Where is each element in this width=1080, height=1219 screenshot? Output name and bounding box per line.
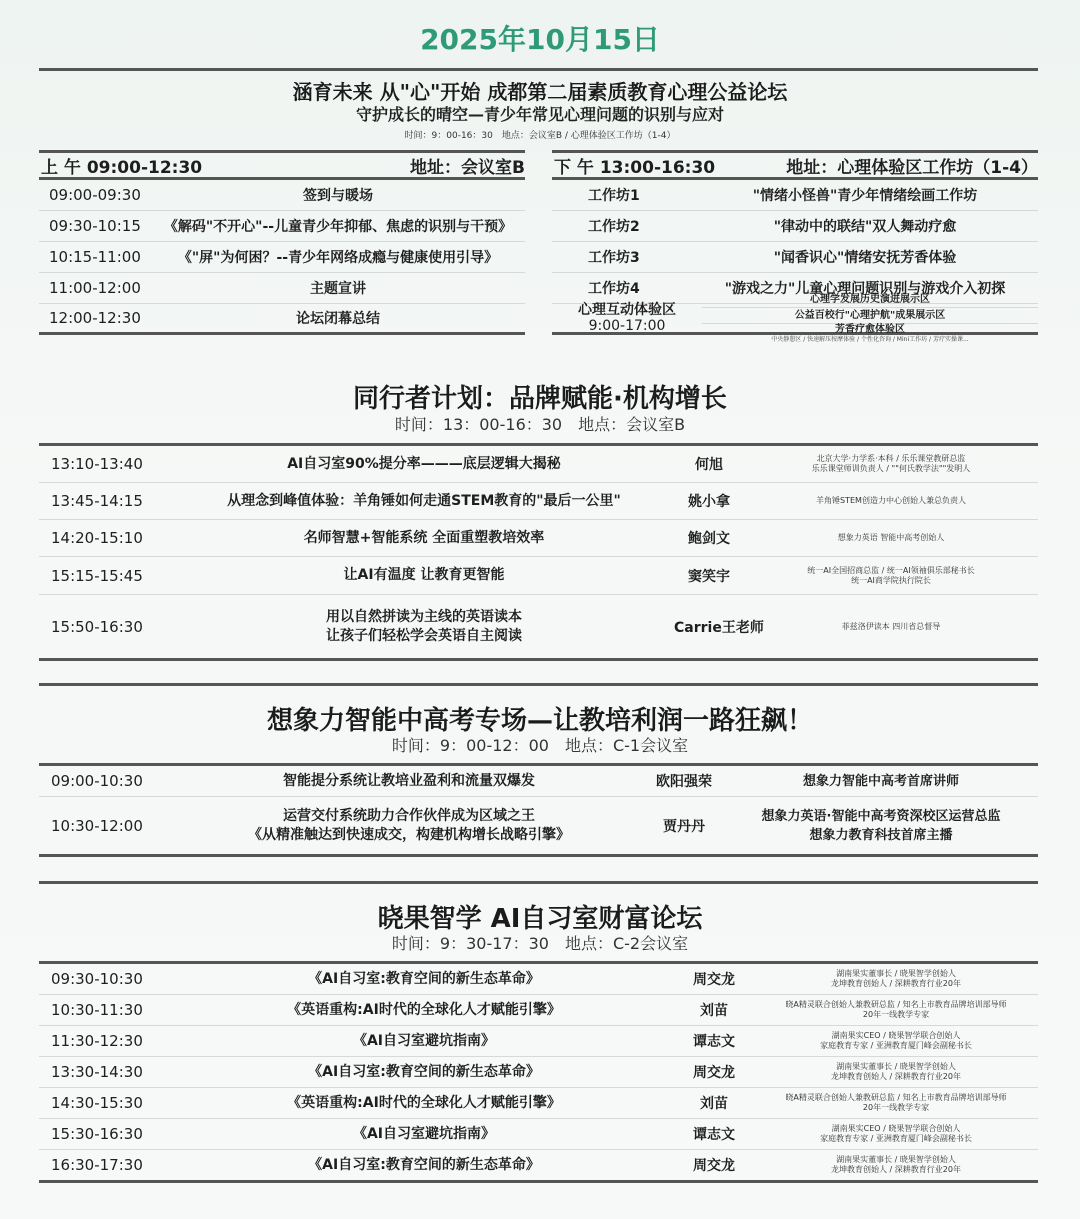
zone-label bbox=[552, 302, 702, 334]
row-time: 13:45-14:15 bbox=[51, 492, 143, 510]
row-time: 14:30-15:30 bbox=[51, 1094, 143, 1112]
row-bio: 湖南果实CEO / 晓果智学联合创始人 家庭教育专家 / 亚洲教育厦门峰会副秘书长 bbox=[820, 1031, 972, 1050]
row-time: 10:30-12:00 bbox=[51, 816, 143, 835]
row-time: 11:30-12:30 bbox=[51, 1032, 143, 1050]
table-row bbox=[39, 273, 525, 304]
section1-subtitle: 守护成长的晴空—青少年常见心理问题的识别与应对 bbox=[355, 105, 724, 124]
section4-title: 晓果智学 AI自习室财富论坛 bbox=[377, 904, 703, 934]
table-row bbox=[39, 1150, 1038, 1183]
row-bio: 菲兹洛伊读本 四川省总督导 bbox=[841, 621, 941, 631]
row-time: 13:30-14:30 bbox=[51, 1063, 143, 1081]
row-bio: 统一AI全国招商总监 / 统一AI领袖俱乐部秘书长 统一AI商学院执行院长 bbox=[807, 565, 975, 585]
section2-info: 时间：13：00-16：30 地点：会议室B bbox=[394, 415, 686, 434]
section3-info: 时间：9：00-12：00 地点：C-1会议室 bbox=[391, 736, 689, 755]
zone-items bbox=[702, 292, 1038, 344]
row-content: "律动中的联结"双人舞动疗愈 bbox=[773, 219, 957, 235]
row-speaker: 窦笑宇 bbox=[688, 568, 730, 585]
row-speaker: 刘苗 bbox=[700, 1003, 728, 1019]
workshop-label: 工作坊3 bbox=[588, 250, 640, 266]
table-row bbox=[39, 1026, 1038, 1057]
row-speaker: 周交龙 bbox=[693, 972, 735, 988]
zone-item: 芳香疗愈体验区 bbox=[835, 324, 905, 335]
row-bio: 晓A精灵联合创始人兼教研总监 / 知名上市教育品牌培训部导师 20年一线教学专家 bbox=[785, 1000, 1007, 1019]
table-row bbox=[39, 595, 1038, 661]
row-speaker: 谭志文 bbox=[693, 1127, 735, 1143]
table-row bbox=[552, 211, 1038, 242]
section-divider bbox=[39, 881, 1038, 884]
section4-info: 时间：9：30-17：30 地点：C-2会议室 bbox=[391, 934, 689, 953]
row-bio: 晓A精灵联合创始人兼教研总监 / 知名上市教育品牌培训部导师 20年一线教学专家 bbox=[785, 1093, 1007, 1112]
section2-table bbox=[39, 446, 1038, 661]
row-bio: 想象力英语 智能中高考创始人 bbox=[837, 533, 945, 542]
section4-table bbox=[39, 964, 1038, 1183]
row-bio: 想象力英语·智能中高考资深校区运营总监 想象力教育科技首席主播 bbox=[761, 808, 1001, 843]
row-content: "情绪小怪兽"青少年情绪绘画工作坊 bbox=[752, 188, 978, 204]
row-topic: 名师智慧+智能系统 全面重塑教培效率 bbox=[303, 529, 545, 546]
zone-footnote: 中央静憩区 / 快速解压按摩体验 / 个性化咨询 / Mini工作坊 / 芳疗实操课... bbox=[771, 336, 969, 343]
section1-info: 时间：9：00-16：30 地点：会议室B / 心理体验区工作坊（1-4） bbox=[404, 131, 676, 141]
workshop-label: 工作坊1 bbox=[588, 188, 640, 204]
section-divider bbox=[39, 683, 1038, 686]
table-row bbox=[39, 446, 1038, 483]
section3-title: 想象力智能中高考专场—让教培利润一路狂飙！ bbox=[266, 706, 813, 736]
zone-name: 心理互动体验区 bbox=[578, 302, 676, 318]
table-row bbox=[39, 520, 1038, 557]
zone-item: 心理学发展历史演进展示区 bbox=[702, 292, 1038, 308]
row-topic: 《AI自习室:教育空间的新生态革命》 bbox=[308, 1063, 540, 1080]
row-topic: 《英语重构:AI时代的全球化人才赋能引擎》 bbox=[287, 1001, 561, 1018]
row-time: 15:15-15:45 bbox=[51, 566, 143, 585]
row-topic: 《AI自习室避坑指南》 bbox=[352, 1032, 496, 1049]
row-speaker: 刘苗 bbox=[700, 1096, 728, 1112]
morning-header bbox=[39, 150, 525, 180]
row-content: 论坛闭幕总结 bbox=[296, 311, 380, 327]
row-topic: 用以自然拼读为主线的英语读本 让孩子们轻松学会英语自主阅读 bbox=[326, 608, 522, 644]
row-bio: 湖南果实CEO / 晓果智学联合创始人 家庭教育专家 / 亚洲教育厦门峰会副秘书长 bbox=[820, 1124, 972, 1143]
row-bio: 湖南果实董事长 / 晓果智学创始人 龙坤教育创始人 / 深耕教育行业20年 bbox=[831, 1155, 961, 1174]
row-time: 16:30-17:30 bbox=[51, 1156, 143, 1174]
row-topic: AI自习室90%提分率———底层逻辑大揭秘 bbox=[287, 455, 561, 472]
workshop-label: 工作坊4 bbox=[588, 281, 640, 297]
table-row bbox=[39, 766, 1038, 797]
row-time: 15:30-16:30 bbox=[51, 1125, 143, 1143]
row-topic: 《AI自习室避坑指南》 bbox=[352, 1125, 496, 1142]
morning-location: 地址：会议室B bbox=[410, 157, 525, 178]
table-row bbox=[39, 304, 525, 335]
section2-title: 同行者计划：品牌赋能·机构增长 bbox=[353, 384, 727, 414]
zone-item: 公益百校行"心理护航"成果展示区 bbox=[702, 308, 1038, 324]
table-row bbox=[39, 557, 1038, 595]
table-row bbox=[39, 1119, 1038, 1150]
row-topic: 《英语重构:AI时代的全球化人才赋能引擎》 bbox=[287, 1094, 561, 1111]
row-speaker: 周交龙 bbox=[693, 1065, 735, 1081]
row-topic: 智能提分系统让教培业盈利和流量双爆发 bbox=[283, 772, 535, 789]
row-content: 签到与暖场 bbox=[303, 188, 373, 204]
row-topic: 让AI有温度 让教育更智能 bbox=[343, 567, 505, 583]
zone-time: 9:00-17:00 bbox=[588, 318, 666, 334]
row-time: 12:00-12:30 bbox=[49, 309, 141, 327]
table-row bbox=[552, 242, 1038, 273]
row-speaker: 鲍剑文 bbox=[688, 531, 730, 547]
workshop-label: 工作坊2 bbox=[588, 219, 640, 235]
row-bio: 湖南果实董事长 / 晓果智学创始人 龙坤教育创始人 / 深耕教育行业20年 bbox=[831, 1062, 961, 1081]
table-row bbox=[39, 797, 1038, 857]
afternoon-period: 下 午 13:00-16:30 bbox=[554, 157, 716, 178]
experience-zone bbox=[552, 294, 1038, 343]
section3-table bbox=[39, 766, 1038, 857]
table-row bbox=[39, 995, 1038, 1026]
row-time: 09:30-10:15 bbox=[49, 217, 141, 235]
row-speaker: 谭志文 bbox=[693, 1034, 735, 1050]
row-time: 10:30-11:30 bbox=[51, 1001, 143, 1019]
row-bio: 北京大学·力学系·本科 / 乐乐课堂教研总监 乐乐课堂师训负责人 / ""何氏教学法""发明人 bbox=[811, 454, 971, 473]
morning-schedule bbox=[39, 150, 525, 335]
row-bio: 想象力智能中高考首席讲师 bbox=[802, 773, 959, 789]
row-content: 主题宣讲 bbox=[310, 281, 366, 297]
morning-period: 上 午 09:00-12:30 bbox=[41, 157, 203, 178]
table-row bbox=[39, 211, 525, 242]
row-time: 10:15-11:00 bbox=[49, 248, 141, 266]
table-row bbox=[552, 180, 1038, 211]
row-content: 《解码"不开心"--儿童青少年抑郁、焦虑的识别与干预》 bbox=[163, 219, 513, 235]
section-divider bbox=[39, 68, 1038, 71]
afternoon-schedule bbox=[552, 150, 1038, 343]
row-speaker: 贾丹丹 bbox=[663, 818, 705, 835]
row-bio: 羊角锤STEM创造力中心创始人兼总负责人 bbox=[816, 496, 966, 505]
row-speaker: 何旭 bbox=[695, 457, 723, 473]
row-content: "闻香识心"情绪安抚芳香体验 bbox=[773, 250, 957, 266]
table-row bbox=[39, 1088, 1038, 1119]
row-content: 《"屏"为何困？--青少年网络成瘾与健康使用引导》 bbox=[177, 250, 499, 266]
row-topic: 运营交付系统助力合作伙伴成为区域之王 《从精准触达到快速成交，构建机构增长战略引擎》 bbox=[248, 807, 570, 843]
row-time: 09:00-09:30 bbox=[49, 186, 141, 204]
row-bio: 湖南果实董事长 / 晓果智学创始人 龙坤教育创始人 / 深耕教育行业20年 bbox=[831, 969, 961, 988]
row-time: 14:20-15:10 bbox=[51, 529, 143, 547]
table-row bbox=[39, 180, 525, 211]
row-time: 13:10-13:40 bbox=[51, 455, 143, 473]
row-time: 09:00-10:30 bbox=[51, 772, 143, 790]
event-date: 2025年10月15日 bbox=[420, 23, 660, 56]
row-topic: 《AI自习室:教育空间的新生态革命》 bbox=[308, 1156, 540, 1173]
row-speaker: Carrie王老师 bbox=[674, 619, 764, 636]
row-topic: 从理念到峰值体验：羊角锤如何走通STEM教育的"最后一公里" bbox=[227, 492, 621, 509]
row-time: 11:00-12:00 bbox=[49, 279, 141, 297]
row-time: 15:50-16:30 bbox=[51, 617, 143, 636]
row-content: "游戏之力"儿童心理问题识别与游戏介入初探 bbox=[724, 281, 1006, 297]
row-speaker: 欧阳强荣 bbox=[656, 774, 712, 790]
row-speaker: 周交龙 bbox=[693, 1158, 735, 1174]
table-row bbox=[39, 242, 525, 273]
row-topic: 《AI自习室:教育空间的新生态革命》 bbox=[308, 970, 540, 987]
row-time: 09:30-10:30 bbox=[51, 970, 143, 988]
table-row bbox=[39, 964, 1038, 995]
table-row bbox=[39, 483, 1038, 520]
table-row bbox=[39, 1057, 1038, 1088]
afternoon-location: 地址：心理体验区工作坊（1-4） bbox=[786, 157, 1038, 178]
afternoon-header bbox=[552, 150, 1038, 180]
section1-title: 涵育未来 从"心"开始 成都第二届素质教育心理公益论坛 bbox=[292, 80, 788, 104]
row-speaker: 姚小拿 bbox=[688, 494, 730, 510]
